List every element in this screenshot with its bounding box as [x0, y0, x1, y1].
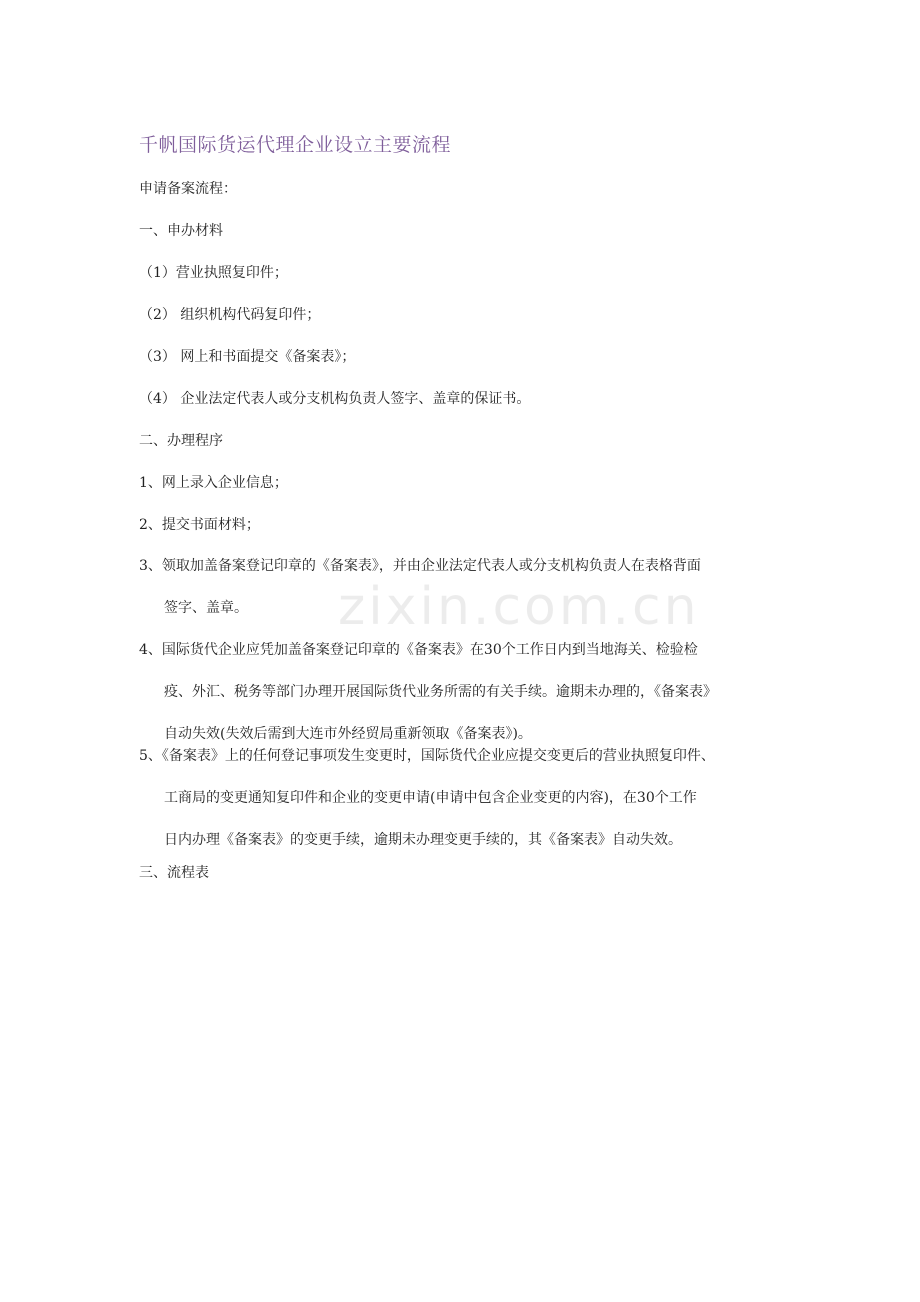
- section-heading-flowchart: 三、流程表: [139, 865, 209, 881]
- material-item-2: （2） 组织机构代码复印件；: [139, 307, 321, 323]
- procedure-step-5: [139, 746, 789, 872]
- procedure-step-2: 2、提交书面材料；: [139, 517, 260, 533]
- intro-text: 申请备案流程：: [139, 181, 237, 197]
- procedure-step-3: [139, 556, 789, 640]
- material-item-1: （1）营业执照复印件；: [139, 265, 288, 281]
- procedure-step-5-line: 工商局的变更通知复印件和企业的变更申请(申请中包含企业变更的内容)，在30个工作: [164, 790, 697, 806]
- watermark: zixin.com.cn: [338, 577, 700, 637]
- procedure-step-4-line: 疫、外汇、税务等部门办理开展国际货代业务所需的有关手续。逾期未办理的，《备案表》: [164, 684, 717, 700]
- section-heading-materials: 一、申办材料: [139, 223, 223, 239]
- material-item-3: （3） 网上和书面提交《备案表》；: [139, 349, 356, 365]
- material-item-4: （4） 企业法定代表人或分支机构负责人签字、盖章的保证书。: [139, 391, 531, 407]
- procedure-step-1: 1、网上录入企业信息；: [139, 475, 288, 491]
- procedure-step-5-line: 5、《备案表》上的任何登记事项发生变更时，国际货代企业应提交变更后的营业执照复印件、: [139, 748, 715, 764]
- procedure-step-3-line: 3、领取加盖备案登记印章的《备案表》，并由企业法定代表人或分支机构负责人在表格背面: [139, 558, 701, 574]
- document-title: 千帆国际货运代理企业设立主要流程: [139, 134, 452, 156]
- procedure-step-4-line: 4、国际货代企业应凭加盖备案登记印章的《备案表》在30个工作日内到当地海关、检验检: [139, 642, 698, 658]
- procedure-step-3-line: 签字、盖章。: [164, 600, 248, 616]
- procedure-step-5-line: 日内办理《备案表》的变更手续，逾期未办理变更手续的，其《备案表》自动失效。: [164, 832, 682, 848]
- procedure-step-4-line: 自动失效(失效后需到大连市外经贸局重新领取《备案表》)。: [164, 726, 532, 742]
- section-heading-procedure: 二、办理程序: [139, 433, 223, 449]
